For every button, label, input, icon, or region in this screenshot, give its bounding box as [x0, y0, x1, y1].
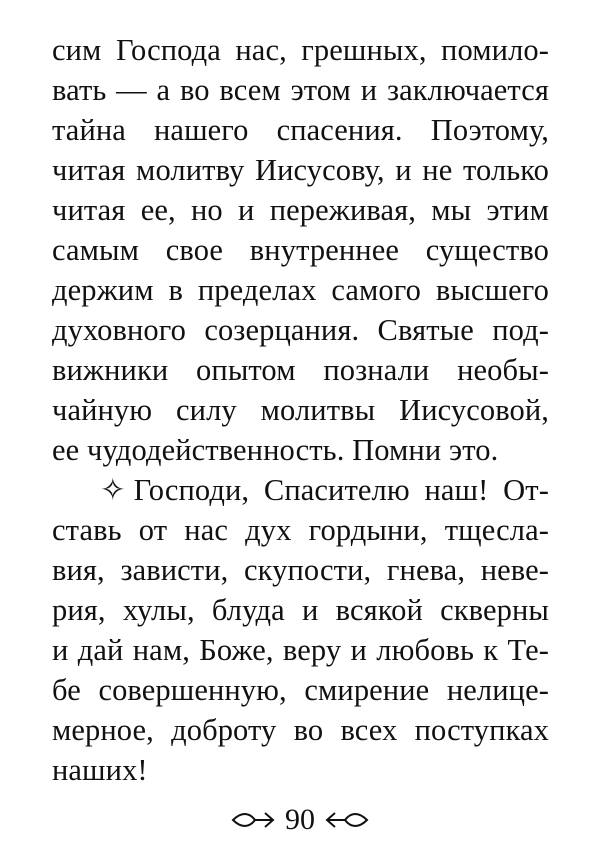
page-number: 90: [285, 803, 315, 836]
page-footer: [0, 800, 600, 840]
right-flourish-icon: [325, 809, 369, 831]
text-line: наших!: [52, 753, 148, 787]
text-line: вижники опытом познали необы-: [52, 353, 549, 387]
text-line: чайную силу молитвы Иисусовой,: [52, 393, 549, 427]
text-line: бе совершенную, смирение нелице-: [52, 673, 549, 707]
text-line: читая ее, но и переживая, мы этим: [52, 193, 549, 227]
text-line: тайна нашего спасения. Поэтому,: [52, 113, 549, 147]
left-flourish-icon: [231, 809, 275, 831]
text-line: ее чудодейственность. Помни это.: [52, 433, 499, 467]
text-line: и дай нам, Боже, веру и любовь к Те-: [52, 633, 549, 667]
text-line: ставь от нас дух гордыни, тщесла-: [52, 513, 549, 547]
text-line: самым свое внутреннее существо: [52, 233, 549, 267]
prayer-line-text: Господи, Спасителю наш! От-: [133, 473, 549, 507]
prayer-first-line: [100, 470, 549, 510]
text-line: вать — а во всем этом и заключается: [52, 73, 549, 107]
text-line: духовного созерцания. Святые под-: [52, 313, 549, 347]
text-line: рия, хулы, блуда и всякой скверны: [52, 593, 549, 627]
text-line: читая молитву Иисусову, и не только: [52, 153, 549, 187]
text-line: сим Господа нас, грешных, помило-: [52, 33, 549, 67]
text-line: держим в пределах самого высшего: [52, 273, 549, 307]
prayer-star-icon: ✧: [100, 473, 126, 507]
text-line: вия, зависти, скупости, гнева, неве-: [52, 553, 549, 587]
text-line: мерное, доброту во всех поступках: [52, 713, 549, 747]
